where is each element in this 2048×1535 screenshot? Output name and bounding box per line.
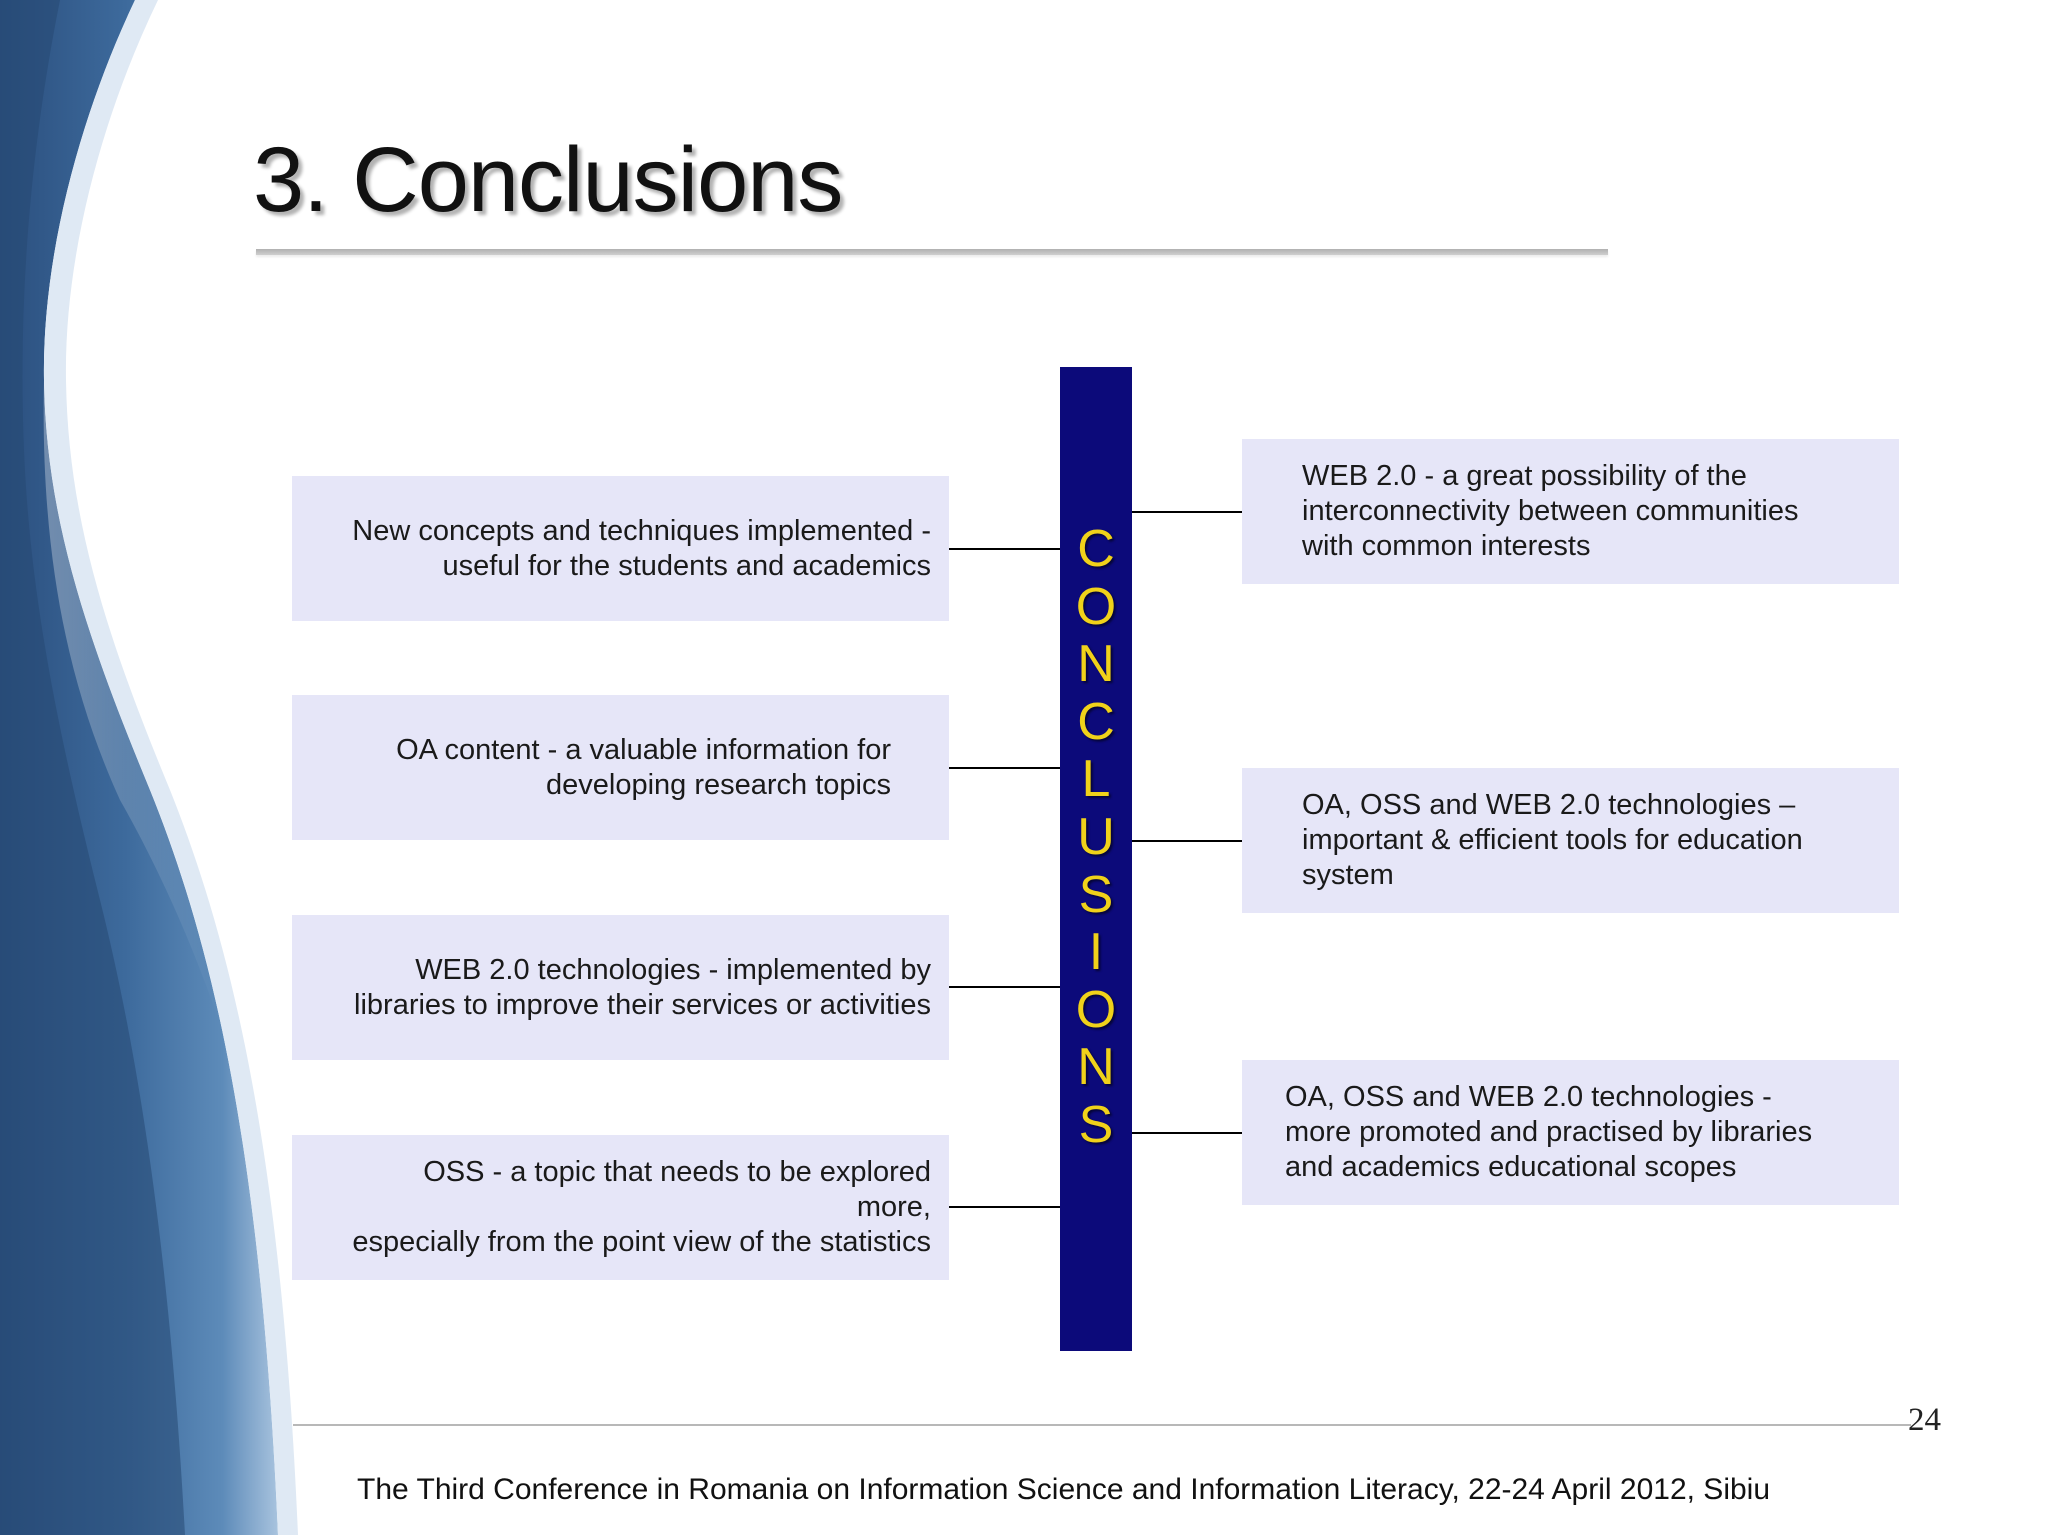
- connector-line: [1132, 840, 1242, 842]
- vertical-letter: N: [1077, 635, 1115, 694]
- right-conclusion-box-3: [1242, 1060, 1899, 1205]
- title-underline: [256, 249, 1608, 255]
- connector-line: [1132, 511, 1242, 513]
- left-conclusion-box-1: [292, 476, 949, 621]
- connector-line: [949, 986, 1060, 988]
- footer-divider: [293, 1424, 1911, 1426]
- left-conclusion-text: WEB 2.0 technologies - implemented by libraries to improve their services or activities: [354, 953, 931, 1021]
- footer-text: The Third Conference in Romania on Information Science and Information Literacy, 22-24 April 2012, Sibiu: [357, 1473, 1771, 1506]
- connector-line: [949, 548, 1060, 550]
- vertical-letter: C: [1077, 692, 1115, 751]
- vertical-letter: L: [1081, 750, 1111, 809]
- right-conclusion-text: OA, OSS and WEB 2.0 technologies - more promoted and practised by libraries and academics educational scopes: [1285, 1081, 1813, 1183]
- vertical-letter: U: [1077, 807, 1115, 866]
- vertical-letter: S: [1078, 865, 1114, 924]
- left-conclusion-box-3: [292, 915, 949, 1060]
- right-conclusion-text: OA, OSS and WEB 2.0 technologies – important & efficient tools for education system: [1302, 789, 1803, 891]
- left-conclusion-text: OSS - a topic that needs to be explored more, especially from the point view of the statistics: [352, 1156, 931, 1258]
- right-conclusion-box-2: [1242, 768, 1899, 913]
- left-conclusion-text: OA content - a valuable information for developing research topics: [396, 733, 891, 801]
- vertical-letter: O: [1075, 577, 1117, 636]
- conclusions-vertical-label: [1060, 521, 1132, 1155]
- vertical-letter: I: [1088, 923, 1104, 982]
- connector-line: [1132, 1132, 1242, 1134]
- vertical-letter: N: [1077, 1038, 1115, 1097]
- vertical-letter: C: [1077, 520, 1115, 578]
- right-conclusion-box-1: [1242, 439, 1899, 584]
- connector-line: [949, 1206, 1060, 1208]
- vertical-letter: S: [1078, 1095, 1114, 1154]
- left-conclusion-box-4: [292, 1135, 949, 1280]
- right-conclusion-text: WEB 2.0 - a great possibility of the interconnectivity between communities with common interests: [1302, 460, 1799, 562]
- vertical-letter: O: [1075, 980, 1117, 1039]
- page-number: 24: [1908, 1402, 1941, 1438]
- left-conclusion-text: New concepts and techniques implemented - useful for the students and academics: [352, 514, 931, 582]
- slide-title: 3. Conclusions: [253, 129, 843, 231]
- left-conclusion-box-2: [292, 695, 949, 840]
- connector-line: [949, 767, 1060, 769]
